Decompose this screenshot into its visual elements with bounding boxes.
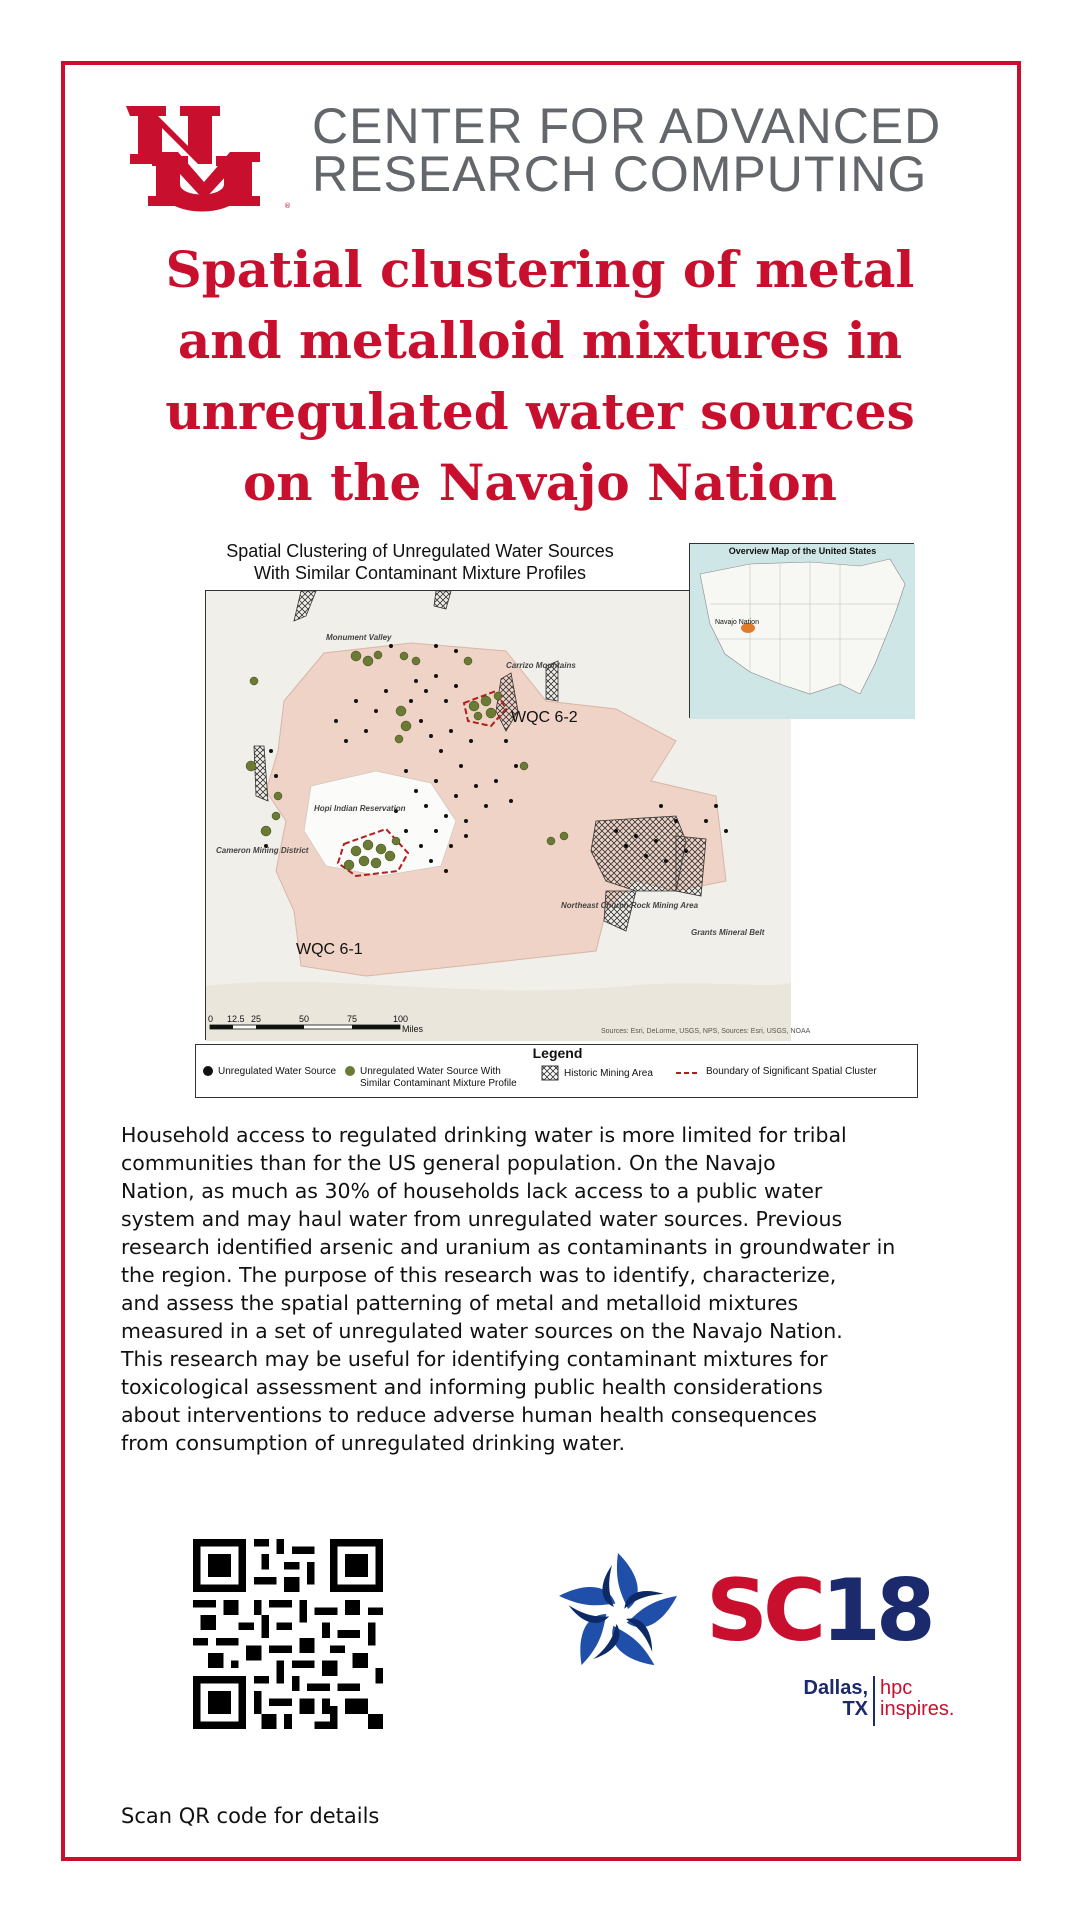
org-name-line1: CENTER FOR ADVANCED: [312, 98, 942, 154]
map-title-line2: With Similar Contaminant Mixture Profiles: [253, 563, 587, 583]
legend-unregulated: Unregulated Water Source: [218, 1066, 337, 1077]
label-carrizo: Carrizo Mountains: [506, 661, 576, 670]
inset-title: Overview Map of the United States: [728, 546, 877, 556]
hatch-swatch-icon: [541, 1065, 559, 1081]
org-name-line2: RESEARCH COMPUTING: [312, 146, 928, 202]
map-sources: Sources: Esri, DeLorme, USGS, NPS, Sources: Esri, USGS, NOAA: [601, 1028, 811, 1035]
tagline-line1: hpc: [880, 1677, 913, 1699]
sc-number: 18: [821, 1561, 931, 1661]
sc18-wordmark: [706, 1561, 931, 1661]
svg-text:®: ®: [284, 202, 291, 210]
description-line: Nation, as much as 30% of households lack access to a public water: [121, 1179, 823, 1203]
scale-tick: 50: [299, 1014, 310, 1024]
title-line: unregulated water sources: [165, 382, 915, 441]
description-text: [121, 1121, 981, 1457]
organization-name: [312, 98, 1012, 202]
overview-inset-map: [689, 543, 914, 718]
qr-caption: Scan QR code for details: [121, 1804, 380, 1828]
scale-tick: 0: [208, 1014, 214, 1024]
description-line: Household access to regulated drinking water is more limited for tribal: [121, 1123, 847, 1147]
map-legend: [195, 1044, 918, 1098]
legend-similar-line2: Similar Contaminant Mixture Profile: [360, 1078, 517, 1089]
description-line: This research may be useful for identifying contaminant mixtures for: [121, 1347, 828, 1371]
inset-navajo-label: Navajo Nation: [715, 619, 759, 626]
tagline-line2: inspires.: [880, 1698, 955, 1720]
unm-logo-icon: [118, 100, 290, 212]
black-dot-icon: [202, 1065, 214, 1077]
map-title-line1: Spatial Clustering of Unregulated Water Sources: [226, 541, 614, 561]
description-line: measured in a set of unregulated water sources on the Navajo Nation.: [121, 1319, 843, 1343]
sc-location: [770, 1678, 868, 1720]
label-hopi: Hopi Indian Reservation: [314, 804, 406, 813]
location-line1: Dallas,: [803, 1677, 868, 1699]
scale-unit: Miles: [402, 1024, 424, 1034]
title-line: on the Navajo Nation: [242, 453, 838, 512]
scale-tick: 12.5: [227, 1014, 245, 1024]
legend-similar-line1: Unregulated Water Source With: [360, 1066, 501, 1077]
description-line: about interventions to reduce adverse human health consequences: [121, 1403, 817, 1427]
label-church-rock: Northeast Church Rock Mining Area: [561, 901, 699, 910]
dashed-line-icon: [676, 1070, 700, 1076]
description-line: research identified arsenic and uranium as contaminants in groundwater in: [121, 1235, 896, 1259]
description-line: the region. The purpose of this research was to identify, characterize,: [121, 1263, 837, 1287]
label-monument-valley: Monument Valley: [326, 633, 392, 642]
description-line: from consumption of unregulated drinking water.: [121, 1431, 626, 1455]
description-line: system and may haul water from unregulated water sources. Previous: [121, 1207, 843, 1231]
description-line: toxicological assessment and informing public health considerations: [121, 1375, 823, 1399]
scale-tick: 100: [393, 1014, 409, 1024]
title-line: Spatial clustering of metal: [165, 240, 915, 299]
sc-divider: [873, 1676, 875, 1726]
green-dot-icon: [344, 1065, 356, 1077]
title-line: and metalloid mixtures in: [177, 311, 903, 370]
description-line: and assess the spatial patterning of metal and metalloid mixtures: [121, 1291, 799, 1315]
poster-title: [80, 234, 1000, 518]
description-line: communities than for the US general population. On the Navajo: [121, 1151, 776, 1175]
sc-letters: SC: [706, 1561, 822, 1661]
label-wqc-6-2: WQC 6-2: [511, 709, 578, 726]
location-line2: TX: [842, 1698, 868, 1720]
sc-tagline: [880, 1678, 954, 1720]
legend-boundary: Boundary of Significant Spatial Cluster: [706, 1066, 877, 1077]
map-title: [170, 540, 670, 584]
label-cameron: Cameron Mining District: [216, 846, 309, 855]
scale-tick: 25: [251, 1014, 262, 1024]
legend-title: Legend: [532, 1045, 583, 1061]
qr-code-icon[interactable]: [193, 1539, 383, 1729]
legend-mining: Historic Mining Area: [564, 1068, 653, 1079]
us-map-graphic: [690, 544, 915, 719]
label-wqc-6-1: WQC 6-1: [296, 941, 363, 958]
scale-tick: 75: [347, 1014, 358, 1024]
label-grants: Grants Mineral Belt: [691, 928, 765, 937]
